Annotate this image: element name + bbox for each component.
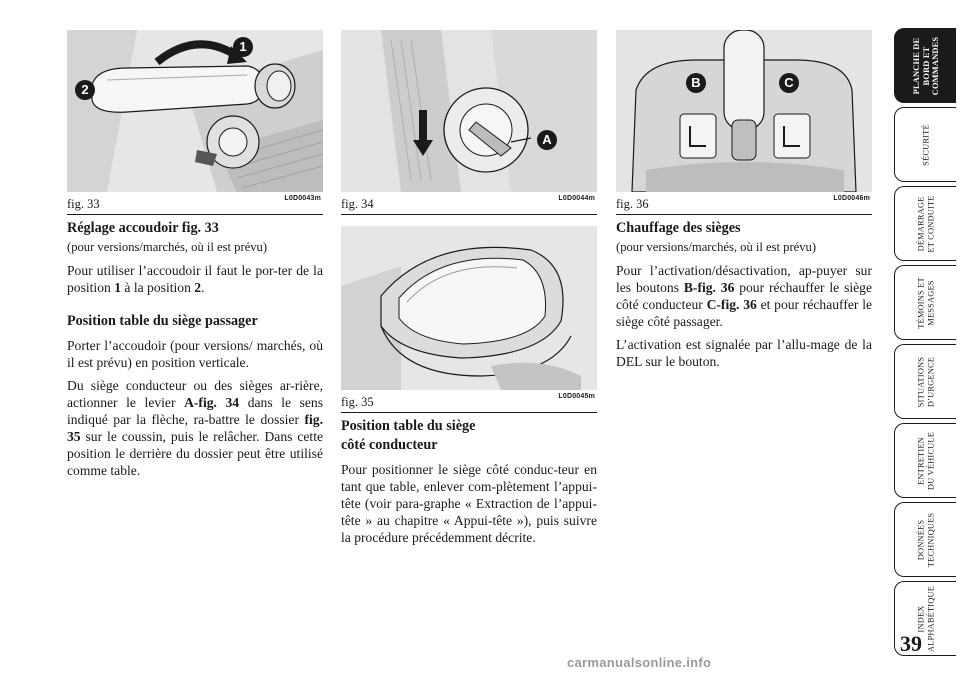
callout-1: 1	[233, 37, 253, 57]
tab-label: SÉCURITÉ	[920, 123, 930, 166]
paragraph: Pour l’activation/désactivation, ap-puyer sur les boutons B-fig. 36 pour réchauffer le siège côté conducteur C-fig. 36 et pour réchauffer le siège côté passager.	[616, 263, 873, 329]
tab-entretien[interactable]	[894, 423, 956, 498]
tab-label: TÉMOINS ET MESSAGES	[916, 276, 935, 329]
figure-code: L0D0045m	[558, 393, 595, 400]
column-left	[67, 30, 323, 479]
figure-caption	[616, 192, 872, 214]
paragraph: Porter l’accoudoir (pour versions/ marchés, où il est prévu) en position verticale.	[67, 338, 323, 370]
tab-situations[interactable]	[894, 344, 956, 419]
column-right	[616, 30, 872, 370]
tab-label: INDEX ALPHABÉTIQUE	[916, 585, 935, 652]
section-heading: Réglage accoudoir fig. 33	[67, 220, 219, 236]
section-heading: Chauffage des sièges	[616, 220, 741, 236]
section-heading: Position table du siège	[341, 418, 476, 434]
figure-caption	[341, 192, 597, 214]
figure-36	[616, 30, 872, 215]
section-heading: Position table du siège passager	[67, 313, 258, 329]
tab-label: DÉMARRAGE ET CONDUITE	[916, 194, 935, 253]
tab-securite[interactable]	[894, 107, 956, 182]
figure-label: fig. 34	[341, 197, 374, 211]
paragraph: L’activation est signalée par l’allu-mage de la DEL sur le bouton.	[616, 337, 872, 369]
callout-c: C	[779, 73, 799, 93]
callout-b: B	[686, 73, 706, 93]
figure-label: fig. 35	[341, 395, 374, 409]
paragraph: Du siège conducteur ou des sièges ar-rière, actionner le levier A-fig. 34 dans le sens indiqué par la flèche, ra-battre le dossier fig. 35 sur le coussin, puis le relâcher. Dans cette position le derrière du dossier peut être utilisé comme table.	[67, 378, 323, 478]
tab-label: ENTRETIEN DU VÉHICULE	[916, 431, 935, 490]
page-number: 39	[900, 631, 922, 656]
tab-label: DONNÉES TECHNIQUES	[916, 512, 935, 567]
availability-note: (pour versions/marchés, où il est prévu)	[616, 240, 817, 254]
watermark: carmanualsonline.info	[567, 655, 712, 670]
chapter-sidebar	[894, 28, 960, 660]
paragraph: Pour positionner le siège côté conduc-teur en tant que table, enlever com-plètement l’appui-tête (voir para-graphe « Extraction de l’appui-tête » au chapitre « Appui-tête »), puis suivre la procédure précédemment décrite.	[341, 462, 597, 545]
seat-table-illustration	[341, 226, 597, 390]
figure-34	[341, 30, 597, 215]
figure-33	[67, 30, 323, 215]
tab-label: SITUATIONS D’URGENCE	[916, 356, 935, 407]
section-heading: côté conducteur	[341, 437, 438, 453]
callout-a: A	[537, 130, 557, 150]
figure-label: fig. 36	[616, 197, 649, 211]
tab-temoins[interactable]	[894, 265, 956, 340]
paragraph: Pour utiliser l’accoudoir il faut le por-ter de la position 1 à la position 2.	[67, 263, 323, 295]
figure-label: fig. 33	[67, 197, 100, 211]
tab-donnees[interactable]	[894, 502, 956, 577]
callout-2: 2	[75, 80, 95, 100]
column-middle	[341, 30, 597, 546]
figure-35	[341, 226, 597, 413]
figure-code: L0D0043m	[284, 195, 321, 202]
tab-label: PLANCHE DE BORD ET COMMANDES	[911, 36, 940, 95]
figure-caption	[341, 390, 597, 412]
availability-note: (pour versions/marchés, où il est prévu)	[67, 240, 268, 254]
figure-code: L0D0044m	[558, 195, 595, 202]
figure-caption	[67, 192, 323, 214]
tab-planche-de-bord[interactable]	[894, 28, 956, 103]
armrest-illustration	[67, 30, 323, 192]
heated-seat-buttons-illustration	[616, 30, 872, 192]
seat-lever-illustration	[341, 30, 597, 192]
tab-demarrage[interactable]	[894, 186, 956, 261]
figure-code: L0D0046m	[833, 195, 870, 202]
